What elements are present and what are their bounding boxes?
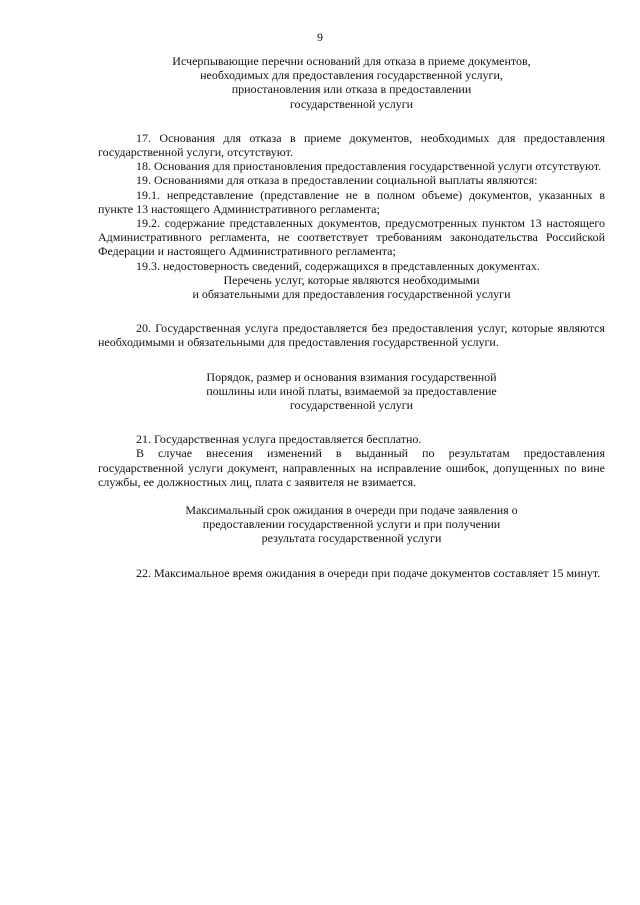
paragraph-21-continued: В случае внесения изменений в выданный по результатам предоставления государственной услуги документ, направленных на исправление ошибок, допущенных по вине службы, ее должностных лиц, плата с заявителя не взимается. (98, 446, 605, 489)
heading-line: необходимых для предоставления государственной услуги, (200, 68, 503, 83)
paragraph-20: 20. Государственная услуга предоставляется без предоставления услуг, которые являются необходимыми и обязательными для предоставления государственной услуги. (98, 321, 605, 350)
heading-line: государственной услуги (289, 398, 414, 413)
paragraph-19: 19. Основаниями для отказа в предоставлении социальной выплаты являются: (136, 173, 538, 188)
heading-line: Порядок, размер и основания взимания государственной (206, 369, 497, 384)
section-heading-state-fee (98, 370, 605, 413)
heading-line: Максимальный срок ожидания в очереди при подаче заявления о (185, 503, 518, 518)
paragraph-19-1: 19.1. непредставление (представление не в полном объеме) документов, указанных в пункте 13 настоящего Административного регламента; (98, 187, 605, 216)
heading-line: пошлины или иной платы, взимаемой за предоставление (206, 383, 497, 398)
paragraph-17: 17. Основания для отказа в приеме документов, необходимых для предоставления государственной услуги, отсутствуют. (98, 130, 605, 160)
heading-line: предоставлении государственной услуги и при получении (202, 517, 501, 532)
section-heading-required-services (98, 273, 605, 301)
page-number: 9 (317, 30, 323, 44)
heading-line: результата государственной услуги (261, 531, 442, 546)
paragraph-19-3: 19.3. недостоверность сведений, содержащихся в представленных документах. (136, 258, 540, 273)
paragraph-22: 22. Максимальное время ожидания в очереди при подаче документов составляет 15 минут. (136, 565, 601, 580)
heading-line: приостановления или отказа в предоставлении (231, 82, 472, 97)
heading-line: государственной услуги (289, 96, 414, 111)
paragraph-21: 21. Государственная услуга предоставляется бесплатно. (136, 432, 422, 447)
document-body (98, 54, 605, 580)
heading-line: и обязательными для предоставления государственной услуги (192, 287, 511, 302)
heading-line: Исчерпывающие перечни оснований для отказа в приеме документов, (172, 54, 531, 68)
section-heading-queue-time (98, 503, 605, 546)
paragraph-19-2: 19.2. содержание представленных документов, предусмотренных пунктом 13 настоящего Административного регламента, не соответствует требованиям законодательства Российской Федерации и настоящего Административного регламента; (98, 216, 605, 259)
heading-line: Перечень услуг, которые являются необходимыми (223, 272, 480, 287)
section-heading-refusal-grounds (98, 54, 605, 111)
paragraph-18: 18. Основания для приостановления предоставления государственной услуги отсутствуют. (136, 159, 602, 174)
